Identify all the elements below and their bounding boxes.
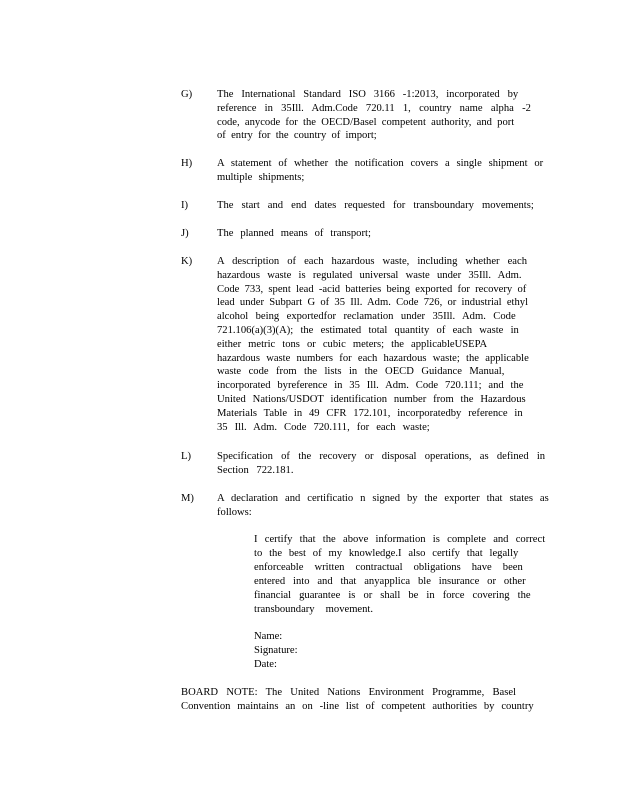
text-line: A declaration and certificatio n signed by the exporter that states as	[217, 493, 549, 504]
text-line: multiple shipments;	[217, 171, 305, 183]
text-line: reference in 35Ill. Adm.Code 720.11 1, country name alpha -2	[217, 102, 531, 114]
item-text	[217, 199, 543, 213]
text-line: follows:	[217, 506, 252, 518]
text-line: 35 Ill. Adm. Code 720.111, for each waste;	[217, 421, 430, 433]
text-line: code, anycode for the OECD/Basel competent authority, and port	[217, 116, 515, 128]
date-line: Date:	[254, 659, 277, 670]
text-line: A description of each hazardous waste, including whether each	[217, 256, 528, 267]
text-line: Section 722.181.	[217, 464, 294, 476]
item-label: M)	[181, 493, 194, 504]
text-line: Code 733, spent lead -acid batteries being exported for recovery of	[217, 283, 527, 295]
board-note	[181, 686, 534, 714]
text-line: Convention maintains an on -line list of competent authorities by country	[181, 701, 534, 712]
text-line: alcohol being exportedfor reclamation under 35Ill. Adm. Code	[217, 311, 516, 323]
text-line: Materials Table in 49 CFR 172.101, incorporatedby reference in	[217, 407, 523, 419]
item-label: I)	[181, 200, 189, 211]
item-text	[217, 157, 543, 185]
item-text	[217, 227, 543, 241]
text-line: I certify that the above information is complete and correct	[254, 534, 546, 545]
name-line: Name:	[254, 631, 283, 642]
text-line: Specification of the recovery or disposal operations, as defined in	[217, 451, 546, 462]
text-line: 721.106(a)(3)(A); the estimated total quantity of each waste in	[217, 324, 519, 336]
text-line: transboundary movement.	[254, 604, 374, 615]
item-label: K)	[181, 256, 193, 267]
text-line: A statement of whether the notification covers a single shipment or	[217, 158, 544, 169]
text-line: either metric tons or cubic meters; the applicableUSEPA	[217, 338, 488, 350]
item-text	[217, 88, 543, 143]
text-line: lead under Subpart G of 35 Ill. Adm. Code 726, or industrial ethyl	[217, 297, 529, 309]
text-line: to the best of my knowledge.I also certify that legally	[254, 548, 519, 559]
item-label: J)	[181, 228, 189, 239]
text-line: incorporated byreference in 35 Ill. Adm. Code 720.111; and the	[217, 380, 524, 392]
item-label: L)	[181, 451, 191, 462]
text-line: United Nations/USDOT identification number from the Hazardous	[217, 393, 526, 405]
signature-block	[254, 630, 298, 672]
item-text	[217, 450, 546, 478]
text-line: The planned means of transport;	[217, 228, 371, 239]
text-line: of entry for the country of import;	[217, 130, 377, 142]
text-line: entered into and that anyapplica ble insurance or other	[254, 576, 526, 587]
certification-statement	[254, 533, 546, 617]
item-label: H)	[181, 158, 193, 169]
item-text	[217, 255, 543, 434]
text-line: waste code from the lists in the OECD Guidance Manual,	[217, 366, 505, 378]
text-line: The International Standard ISO 3166 -1:2013, incorporated by	[217, 89, 519, 100]
text-line: The start and end dates requested for transboundary movements;	[217, 200, 534, 211]
text-line: hazardous waste is regulated universal waste under 35Ill. Adm.	[217, 269, 522, 281]
signature-line: Signature:	[254, 645, 298, 656]
text-line: financial guarantee is or shall be in force covering the	[254, 590, 531, 601]
text-line: enforceable written contractual obligations have been	[254, 562, 523, 573]
text-line: hazardous waste numbers for each hazardous waste; the applicable	[217, 352, 529, 364]
text-line: BOARD NOTE: The United Nations Environment Programme, Basel	[181, 687, 516, 698]
item-label: G)	[181, 89, 193, 100]
item-text	[217, 492, 549, 520]
